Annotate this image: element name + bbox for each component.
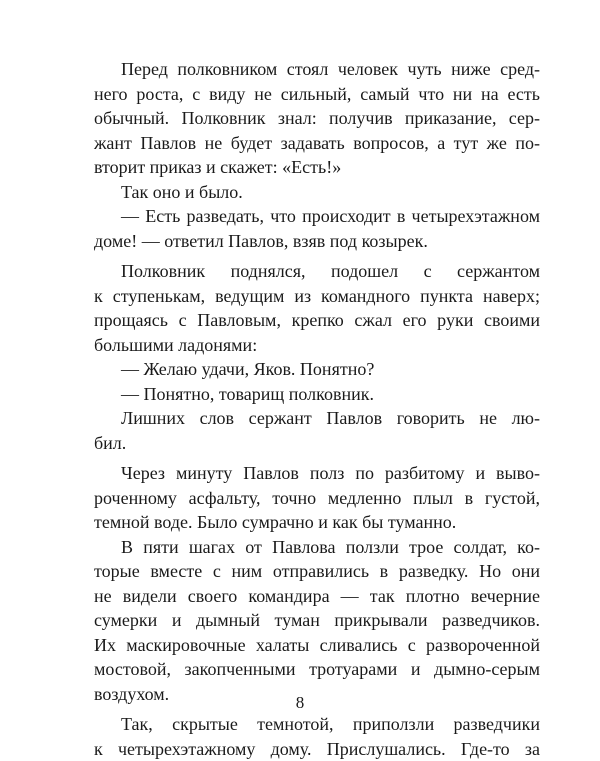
text-line: — Желаю удачи, Яков. Понятно? [94, 357, 540, 382]
text-line: мостовой, закопченными тротуарами и дымно-серым [94, 657, 540, 682]
text-line: торые вместе с ним отправились в разведку. Но они [94, 559, 540, 584]
text-line: Так оно и было. [94, 180, 540, 205]
text-line: Через минуту Павлов полз по разбитому и выво- [94, 461, 540, 486]
page-number: 8 [0, 693, 600, 713]
text-line: прощаясь с Павловым, крепко сжал его руки своими [94, 308, 540, 333]
text-line: воздухом. [94, 682, 540, 707]
text-line: вторит приказ и скажет: «Есть!» [94, 155, 540, 180]
text-line: Их маскировочные халаты сливались с развороченной [94, 633, 540, 658]
text-line: доме! — ответил Павлов, взяв под козырек. [94, 229, 540, 254]
text-line: Перед полковником стоял человек чуть ниже сред- [94, 57, 540, 82]
text-line: — Понятно, товарищ полковник. [94, 382, 540, 407]
text-line: жант Павлов не будет задавать вопросов, а тут же по- [94, 131, 540, 156]
text-line: большими ладонями: [94, 333, 540, 358]
text-line: к ступенькам, ведущим из командного пункта наверх; [94, 284, 540, 309]
text-line: бил. [94, 431, 540, 456]
text-line: него роста, с виду не сильный, самый что ни на есть [94, 82, 540, 107]
text-line: — Есть разведать, что происходит в четырехэтажном [94, 204, 540, 229]
text-line: В пяти шагах от Павлова ползли трое солдат, ко- [94, 535, 540, 560]
text-line: Полковник поднялся, подошел с сержантом [94, 259, 540, 284]
text-line: Так, скрытые темнотой, приползли разведчики [94, 712, 540, 737]
text-line: не видели своего командира — так плотно вечерние [94, 584, 540, 609]
text-line: обычный. Полковник знал: получив приказание, сер- [94, 106, 540, 131]
text-line: Лишних слов сержант Павлов говорить не лю- [94, 406, 540, 431]
text-line: роченному асфальту, точно медленно плыл в густой, [94, 486, 540, 511]
body-text [94, 57, 540, 761]
text-line: сумерки и дымный туман прикрывали разведчиков. [94, 608, 540, 633]
text-line: к четырехэтажному дому. Прислушались. Где-то за [94, 737, 540, 761]
text-line: темной воде. Было сумрачно и как бы туманно. [94, 510, 540, 535]
